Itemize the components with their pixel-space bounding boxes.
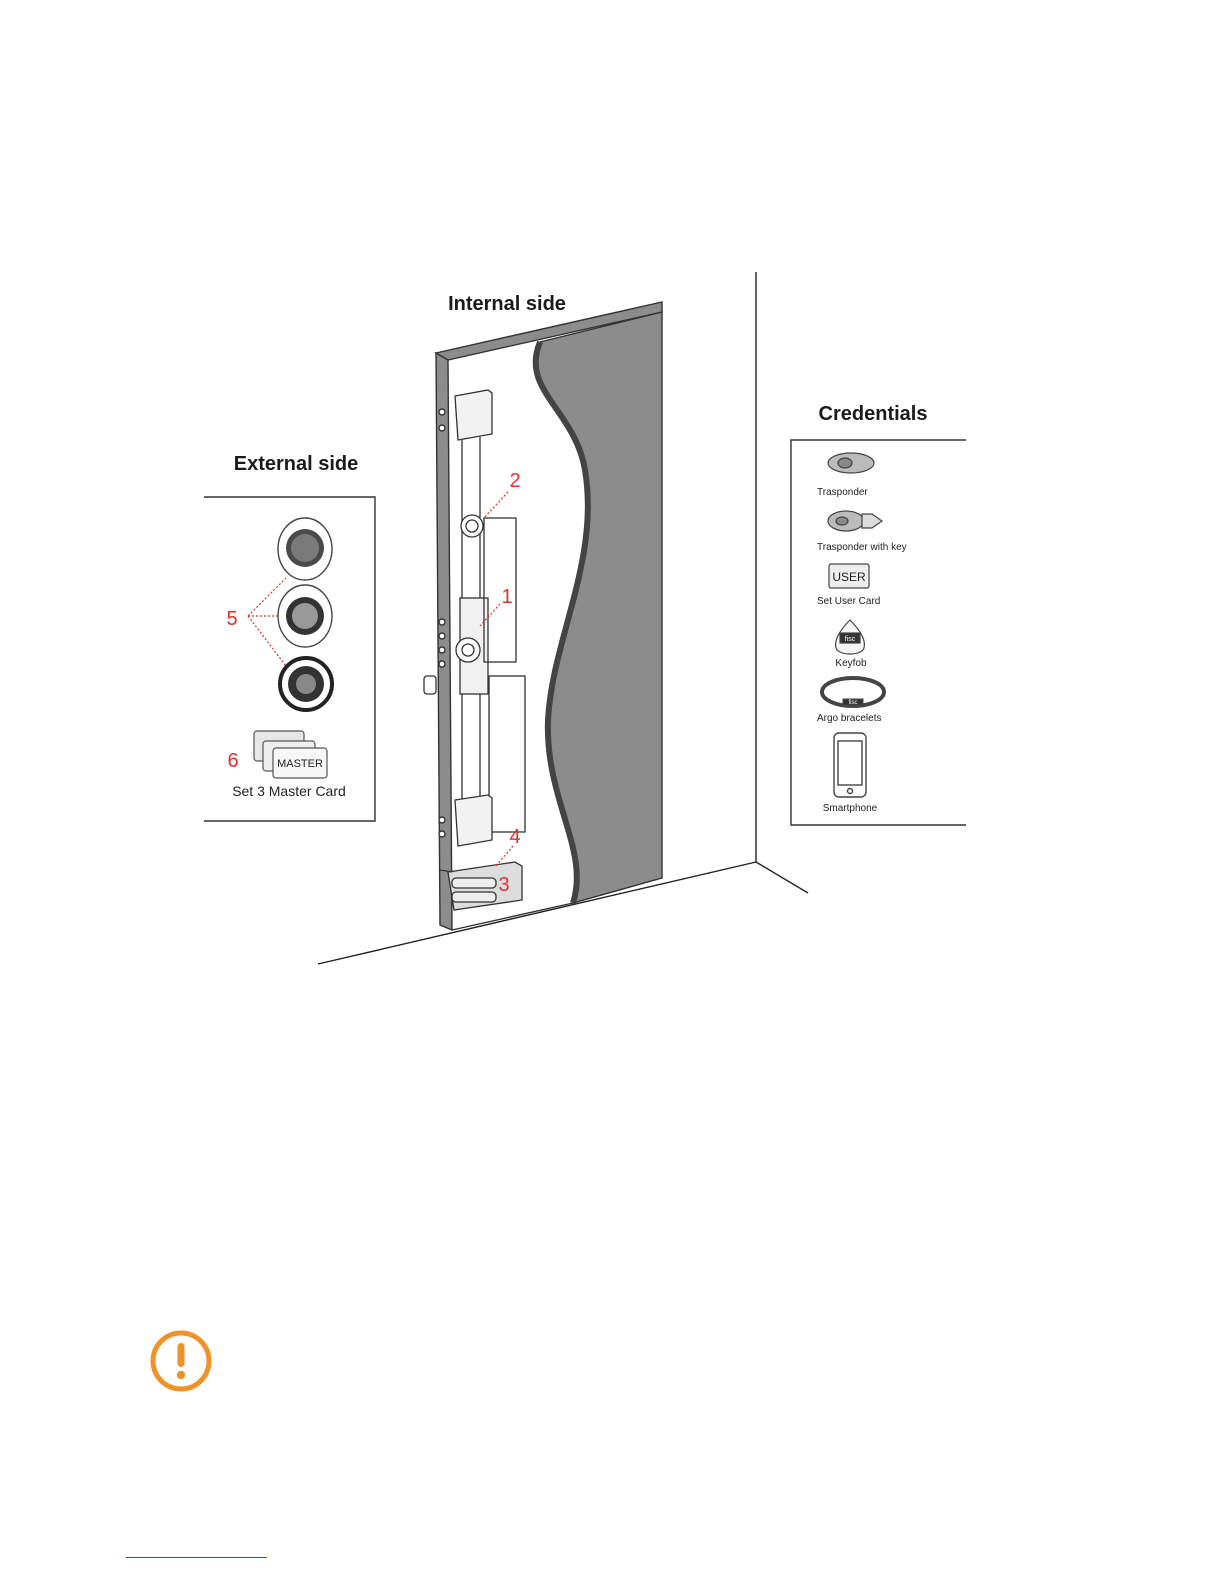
bracelet-brand: fisc — [848, 700, 858, 706]
master-card-text: MASTER — [277, 758, 323, 770]
callout-number: 2 — [509, 470, 521, 492]
callout-number: 1 — [501, 586, 513, 608]
credential-label: Smartphone — [822, 803, 878, 814]
credential-label: Argo bracelets — [817, 713, 882, 724]
master-cards-icon — [254, 731, 327, 778]
callout-number: 3 — [498, 874, 510, 896]
keyfob-brand: fisc — [844, 636, 856, 643]
external-caption: Set 3 Master Card — [232, 783, 346, 799]
card-reader-icon — [278, 585, 332, 647]
keypad-reader-icon — [278, 518, 332, 580]
warning-icon — [148, 1328, 214, 1394]
credential-label: Set User Card — [817, 596, 881, 607]
credentials-heading: Credentials — [818, 403, 928, 425]
credential-label: Keyfob — [835, 658, 867, 669]
footnote-separator — [126, 1557, 267, 1558]
credential-label: Trasponder with key — [817, 542, 907, 553]
transponder-icon — [828, 453, 874, 473]
smartphone-icon — [834, 733, 866, 797]
door-slab — [536, 312, 662, 903]
credentials-panel — [791, 440, 966, 825]
callout-number: 6 — [227, 750, 239, 772]
external-side-heading: External side — [233, 453, 359, 475]
callout-number: 4 — [509, 826, 521, 848]
callout-number: 5 — [226, 608, 238, 630]
round-keypad-icon — [280, 658, 332, 710]
credential-label: Trasponder — [817, 487, 868, 498]
internal-side-heading: Internal side — [448, 293, 566, 315]
user-card-text: USER — [832, 570, 866, 584]
transponder-key-icon — [828, 511, 882, 531]
external-panel — [204, 497, 375, 821]
